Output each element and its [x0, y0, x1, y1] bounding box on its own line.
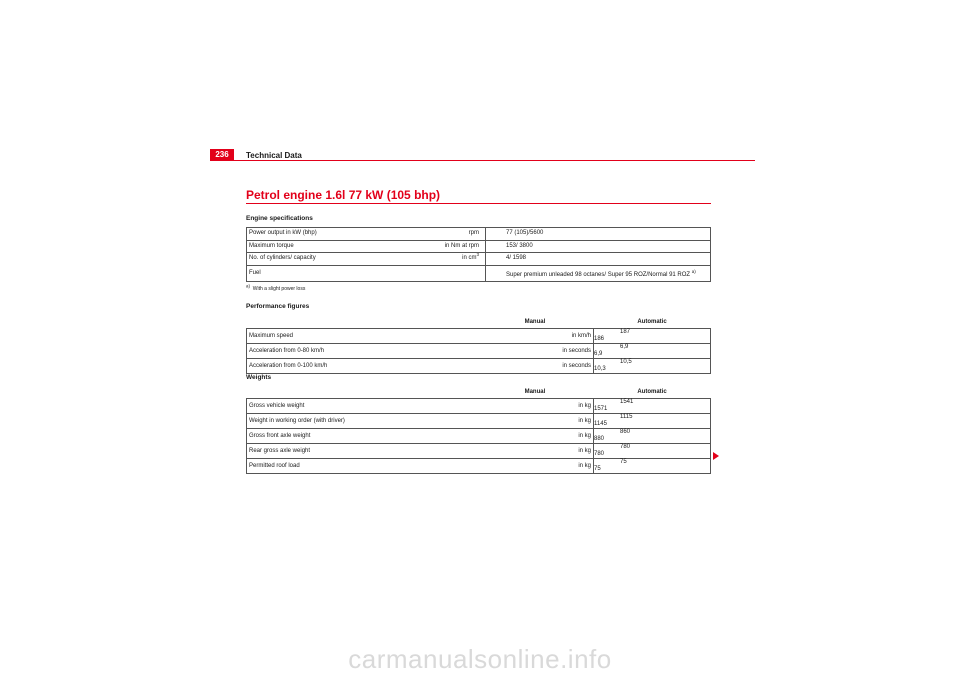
table-row — [247, 329, 711, 344]
running-title: Technical Data — [246, 151, 302, 160]
page-number: 236 — [210, 149, 234, 161]
table-row — [247, 253, 711, 266]
section-title: Petrol engine 1.6l 77 kW (105 bhp) — [246, 188, 441, 202]
value-manual: 187 — [620, 329, 631, 335]
value-manual: 6,9 — [620, 344, 629, 350]
table-row — [247, 240, 711, 253]
value-automatic: 10,3 — [594, 366, 606, 372]
footnote-text: With a slight power loss — [252, 286, 306, 292]
engine-table — [246, 227, 711, 282]
value-manual: 1541 — [620, 399, 634, 405]
table-row — [247, 359, 711, 374]
value-automatic: 1145 — [594, 421, 607, 427]
header-rule — [210, 160, 755, 161]
row-label: Rear gross axle weight — [247, 444, 477, 459]
row-label: Weight in working order (with driver) — [247, 414, 477, 429]
row-label: Acceleration from 0-80 km/h — [247, 344, 477, 359]
row-label: Power output in kW (bhp) — [247, 228, 402, 241]
value-automatic: 6,9 — [594, 351, 603, 357]
row-unit: in seconds — [476, 344, 593, 359]
table-row — [247, 444, 711, 459]
value-automatic: 186 — [594, 336, 605, 342]
column-header-manual: Manual — [524, 318, 546, 325]
footnote-ref: a) — [691, 268, 696, 274]
value-automatic: 780 — [594, 451, 605, 457]
column-header-automatic: Automatic — [637, 388, 667, 395]
value-manual: 75 — [620, 459, 627, 465]
performance-table — [246, 316, 711, 374]
row-label: No. of cylinders/ capacity — [247, 253, 402, 266]
row-values — [594, 459, 711, 474]
column-header-automatic: Automatic — [637, 318, 667, 325]
fuel-text: Super premium unleaded 98 octanes/ Super 95 ROZ/Normal 91 ROZ — [506, 271, 691, 278]
row-values — [594, 359, 711, 374]
table-row — [247, 399, 711, 414]
row-label: Gross vehicle weight — [247, 399, 477, 414]
row-value: 4/ 1598 — [486, 253, 711, 266]
value-manual: 860 — [620, 429, 631, 435]
unit-text: in cm — [462, 255, 477, 262]
row-value — [486, 265, 711, 282]
row-unit — [401, 253, 486, 266]
value-automatic: 880 — [594, 436, 605, 442]
row-unit: in kg — [476, 399, 593, 414]
value-automatic: 75 — [594, 466, 601, 472]
performance-heading: Performance figures — [246, 303, 310, 310]
table-row — [247, 344, 711, 359]
row-values — [594, 344, 711, 359]
table-row — [247, 459, 711, 474]
row-value: 77 (105)/5600 — [486, 228, 711, 241]
value-manual: 10,5 — [620, 359, 632, 365]
value-automatic: 1571 — [594, 406, 608, 412]
row-unit: in kg — [476, 429, 593, 444]
row-label: Maximum torque — [247, 240, 402, 253]
row-value: 153/ 3800 — [486, 240, 711, 253]
row-unit: in km/h — [476, 329, 593, 344]
table-row — [247, 265, 711, 282]
value-manual: 780 — [620, 444, 631, 450]
row-unit: in kg — [476, 459, 593, 474]
row-values — [594, 444, 711, 459]
row-unit: in seconds — [476, 359, 593, 374]
row-values — [594, 414, 711, 429]
engine-heading: Engine specifications — [246, 215, 313, 222]
title-rule — [246, 203, 711, 204]
weights-table — [246, 386, 711, 474]
value-manual: 1115 — [620, 414, 633, 420]
table-row — [247, 429, 711, 444]
column-header-manual: Manual — [524, 388, 546, 395]
unit-superscript: 3 — [476, 252, 479, 258]
row-values — [594, 429, 711, 444]
row-unit: in kg — [476, 444, 593, 459]
row-label: Maximum speed — [247, 329, 477, 344]
row-values — [594, 329, 711, 344]
row-label: Permitted roof load — [247, 459, 477, 474]
row-label: Fuel — [247, 265, 402, 282]
row-unit: rpm — [401, 228, 486, 241]
row-unit: in Nm at rpm — [401, 240, 486, 253]
weights-heading: Weights — [246, 374, 272, 381]
continue-arrow-icon — [713, 452, 719, 460]
row-unit — [401, 265, 486, 282]
footnote-mark: a) — [246, 283, 251, 289]
row-label: Gross front axle weight — [247, 429, 477, 444]
row-values — [594, 399, 711, 414]
footnote — [246, 283, 306, 293]
row-unit: in kg — [476, 414, 593, 429]
row-label: Acceleration from 0-100 km/h — [247, 359, 477, 374]
table-row — [247, 228, 711, 241]
table-row — [247, 414, 711, 429]
watermark: carmanualsonline.info — [348, 644, 612, 674]
